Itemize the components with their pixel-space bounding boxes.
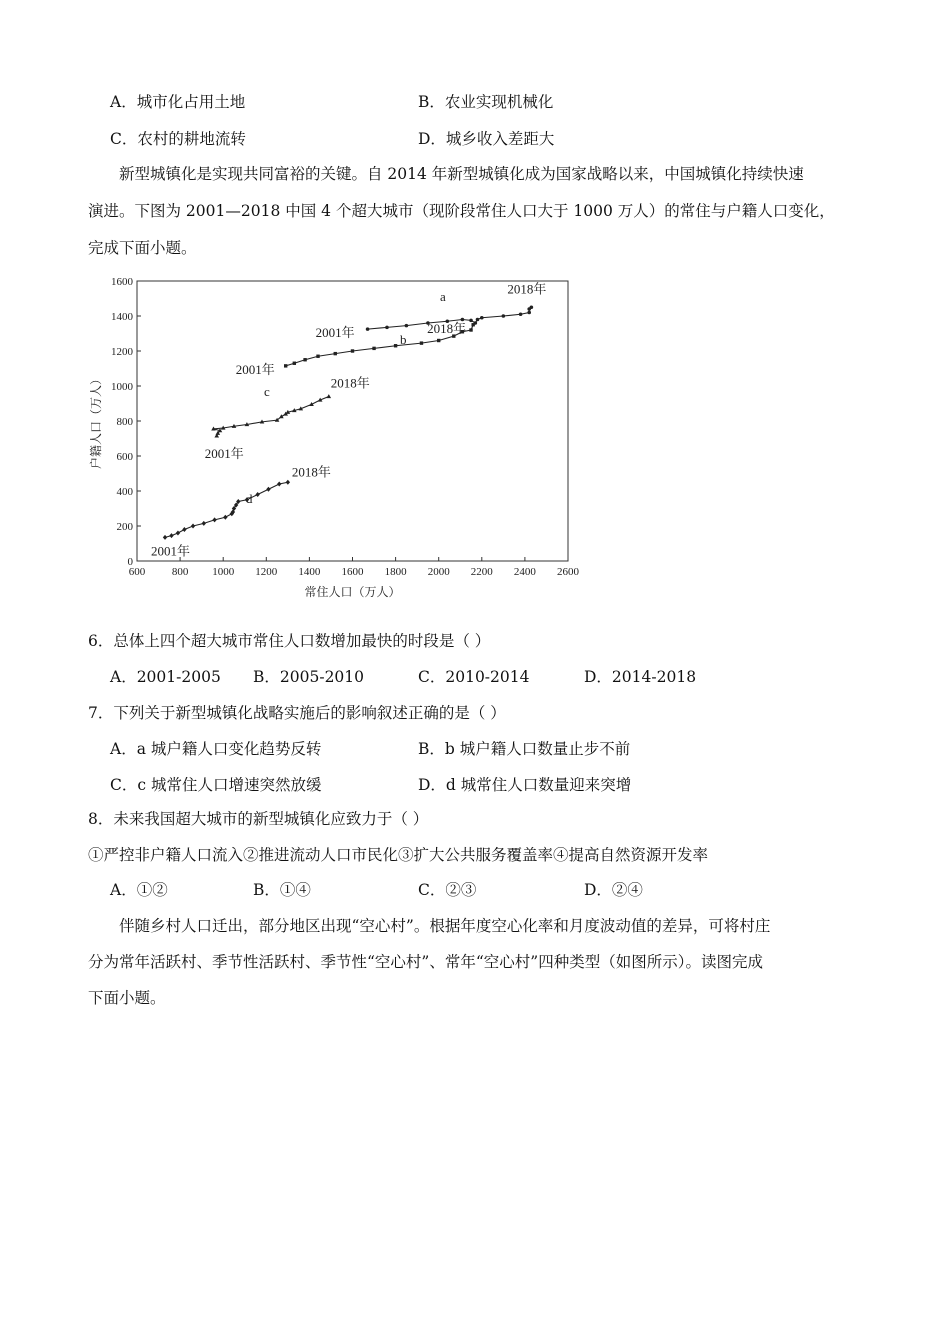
series-b-point (351, 349, 354, 352)
series-d-name-label: d (246, 491, 253, 506)
series-b-point (471, 323, 474, 326)
x-tick-label: 1200 (255, 566, 278, 578)
x-tick-label: 2200 (470, 566, 493, 578)
series-c-start-label: 2001年 (204, 445, 244, 461)
series-c-name-label: c (264, 384, 270, 399)
series-b-start-label: 2001年 (235, 361, 275, 377)
y-tick-label: 600 (116, 451, 133, 463)
intro2-line-2: 分为常年活跃村、季节性活跃村、季节性“空心村”、常年“空心村”四种类型（如图所示）。读图完成 (88, 953, 763, 971)
x-tick-label: 1000 (212, 566, 235, 578)
series-b-point (334, 352, 337, 355)
series-d (151, 464, 331, 558)
x-tick-label: 1800 (384, 566, 407, 578)
q7-option-a: A．a 城户籍人口变化趋势反转 (110, 740, 322, 758)
series-b-point (284, 364, 287, 367)
chart-series (151, 281, 546, 558)
x-axis-label: 常住人口（万人） (304, 585, 401, 599)
series-b-end-label: 2018年 (427, 320, 467, 336)
x-tick-label: 1600 (341, 566, 364, 578)
q8-items: ①严控非户籍人口流入②推进流动人口市民化③扩大公共服务覆盖率④提高自然资源开发率 (88, 846, 709, 864)
series-d-point (223, 515, 227, 520)
y-tick-label: 0 (127, 556, 133, 568)
series-b-name-label: b (400, 332, 407, 347)
series-a-point (480, 316, 484, 320)
series-d-point (212, 517, 216, 522)
series-d-end-label: 2018年 (291, 464, 331, 480)
intro2-line-1: 伴随乡村人口迁出，部分地区出现“空心村”。根据年度空心化率和月度波动值的差异，可将村庄 (119, 917, 771, 935)
y-tick-label: 1000 (111, 381, 133, 393)
series-b (236, 321, 475, 377)
series-b-point (469, 328, 472, 331)
q5-option-d: D．城乡收入差距大 (418, 130, 555, 148)
series-a-end-label: 2018年 (507, 281, 547, 297)
series-b-point (420, 341, 423, 344)
y-tick-label: 800 (116, 416, 133, 428)
series-b-point (437, 339, 440, 342)
y-axis-label: 户籍人口（万人） (89, 372, 103, 470)
q5-option-c: C．农村的耕地流转 (110, 130, 246, 148)
series-d-point (176, 531, 180, 536)
series-d-point (202, 521, 206, 526)
intro1-line-2: 演进。下图为 2001—2018 中国 4 个超大城市（现阶段常住人口大于 1000 万人）的常住与户籍人口变化， (88, 202, 835, 220)
q8-option-a: A．①② (110, 881, 168, 899)
series-a-point (366, 327, 370, 331)
q8-option-b: B．①④ (253, 881, 311, 899)
x-tick-label: 800 (171, 566, 189, 578)
series-a-point (519, 312, 523, 316)
series-a-start-label: 2001年 (315, 325, 355, 341)
series-a-point (476, 318, 480, 322)
series-a-point (405, 324, 409, 328)
series-d-start-label: 2001年 (151, 543, 191, 559)
x-tick-label: 2000 (427, 566, 450, 578)
q8-option-d: D．②④ (584, 881, 643, 899)
series-a-point (385, 326, 389, 330)
y-tick-label: 1200 (111, 346, 133, 358)
series-a-point (502, 314, 506, 318)
series-d-point (277, 482, 281, 487)
series-b-point (303, 358, 306, 361)
series-a-point (530, 305, 534, 309)
y-tick-label: 200 (116, 521, 133, 533)
series-d-point (191, 524, 195, 529)
q6-option-a: A．2001-2005 (110, 668, 221, 686)
q7-option-c: C．c 城常住人口增速突然放缓 (110, 776, 322, 794)
x-tick-label: 2600 (557, 566, 579, 578)
intro1-line-1: 新型城镇化是实现共同富裕的关键。自 2014 年新型城镇化成为国家战略以来，中国城镇化持续快速 (119, 165, 804, 183)
series-b-point (316, 355, 319, 358)
series-d-point (182, 527, 186, 532)
q6-option-b: B．2005-2010 (253, 668, 365, 686)
series-d-point (255, 492, 259, 497)
chart-ticks (111, 276, 580, 578)
series-a-point (527, 311, 531, 315)
intro2-line-3: 下面小题。 (88, 989, 166, 1007)
series-d-point (169, 533, 173, 538)
series-b-point (293, 362, 296, 365)
q8-option-c: C．②③ (418, 881, 477, 899)
chart-axes (137, 281, 568, 561)
q7-option-d: D．d 城常住人口数量迎来突增 (418, 776, 632, 794)
plot-frame (137, 281, 568, 561)
series-c (205, 376, 370, 461)
q6-option-d: D．2014-2018 (584, 668, 697, 686)
x-tick-label: 1400 (298, 566, 321, 578)
intro1-line-3: 完成下面小题。 (88, 239, 197, 257)
q7-option-b: B．b 城户籍人口数量止步不前 (418, 740, 631, 758)
y-tick-label: 400 (116, 486, 133, 498)
q6-option-c: C．2010-2014 (418, 668, 530, 686)
x-tick-label: 2400 (513, 566, 536, 578)
series-d-point (286, 480, 290, 485)
series-a-name-label: a (440, 289, 446, 304)
q8-stem: 8．未来我国超大城市的新型城镇化应致力于（ ） (88, 810, 429, 828)
q5-option-a: A．城市化占用土地 (110, 93, 246, 111)
series-a-point (469, 319, 473, 323)
q5-option-b: B．农业实现机械化 (418, 93, 554, 111)
series-d-point (266, 487, 270, 492)
series-c-point (326, 394, 331, 398)
q7-stem: 7．下列关于新型城镇化战略实施后的影响叙述正确的是（ ） (88, 704, 506, 722)
series-c-end-label: 2018年 (330, 375, 370, 391)
q6-stem: 6．总体上四个超大城市常住人口数增加最快的时段是（ ） (88, 632, 491, 650)
x-tick-label: 600 (128, 566, 146, 578)
series-b-point (394, 344, 397, 347)
y-tick-label: 1400 (111, 311, 133, 323)
y-tick-label: 1600 (111, 276, 133, 288)
series-b-point (372, 347, 375, 350)
series-d-point (163, 535, 167, 540)
population-chart (88, 268, 588, 608)
